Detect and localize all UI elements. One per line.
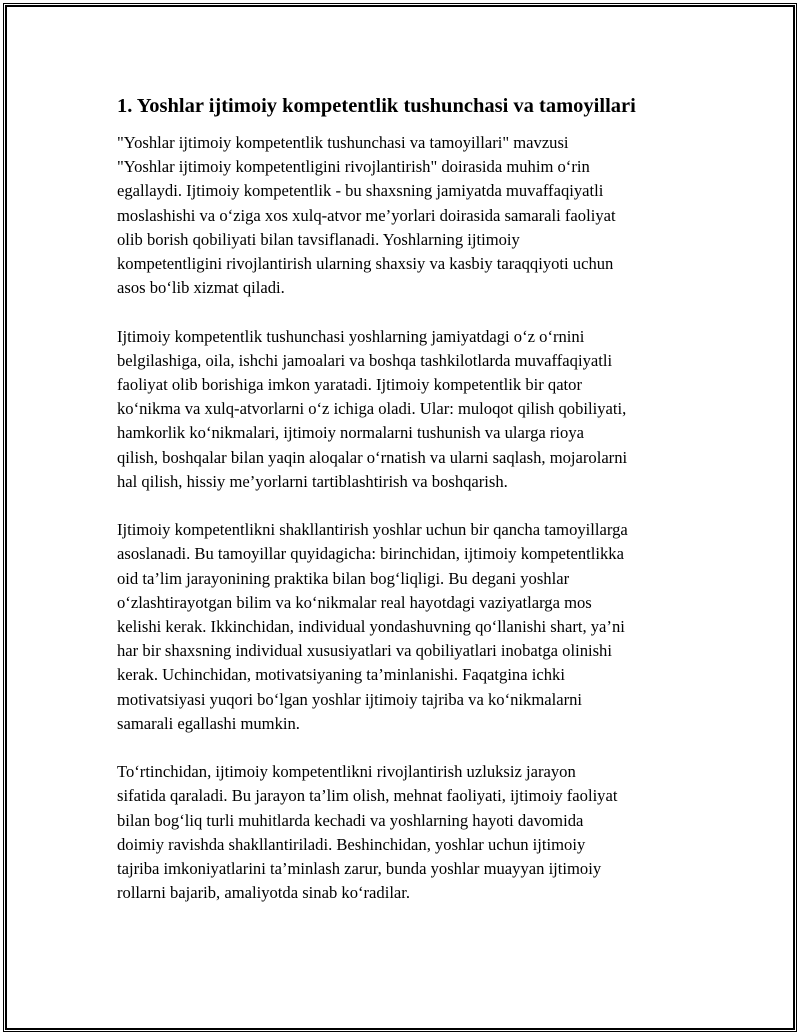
text-line: kompetentligini rivojlantirish ularning shaxsiy va kasbiy taraqqiyoti uchun	[117, 254, 614, 274]
paragraph-3	[117, 518, 689, 736]
text-line: olib borish qobiliyati bilan tavsiflanadi. Yoshlarning ijtimoiy	[117, 229, 520, 249]
text-line: belgilashiga, oila, ishchi jamoalari va boshqa tashkilotlarda muvaffaqiyatli	[117, 350, 613, 370]
text-line: hal qilish, hissiy me’yorlarni tartiblashtirish va boshqarish.	[117, 471, 508, 491]
paragraph-1	[117, 131, 689, 300]
text-line: egallaydi. Ijtimoiy kompetentlik - bu shaxsning jamiyatda muvaffaqiyatli	[117, 181, 604, 201]
document-body	[117, 92, 689, 930]
text-line: samarali egallashi mumkin.	[117, 713, 300, 733]
text-line: oid ta’lim jarayonining praktika bilan bog‘liqligi. Bu degani yoshlar	[117, 568, 570, 588]
text-line: qilish, boshqalar bilan yaqin aloqalar o‘rnatish va ularni saqlash, mojarolarni	[117, 447, 628, 467]
section-heading: 1. Yoshlar ijtimoiy kompetentlik tushunchasi va tamoyillari	[117, 95, 636, 117]
text-line: ko‘nikma va xulq-atvorlarni o‘z ichiga oladi. Ular: muloqot qilish qobiliyati,	[117, 399, 627, 419]
text-line: Ijtimoiy kompetentlik tushunchasi yoshlarning jamiyatdagi o‘z o‘rnini	[117, 326, 585, 346]
text-line: asoslanadi. Bu tamoyillar quyidagicha: birinchidan, ijtimoiy kompetentlikka	[117, 544, 624, 564]
text-line: "Yoshlar ijtimoiy kompetentlik tushunchasi va tamoyillari" mavzusi	[117, 133, 569, 152]
text-line: kerak. Uchinchidan, motivatsiyaning ta’minlanishi. Faqatgina ichki	[117, 665, 565, 685]
text-line: To‘rtinchidan, ijtimoiy kompetentlikni rivojlantirish uzluksiz jarayon	[117, 762, 576, 782]
text-line: Ijtimoiy kompetentlikni shakllantirish yoshlar uchun bir qancha tamoyillarga	[117, 520, 628, 540]
text-line: sifatida qaraladi. Bu jarayon ta’lim olish, mehnat faoliyati, ijtimoiy faoliyat	[117, 786, 618, 806]
text-line: rollarni bajarib, amaliyotda sinab ko‘radilar.	[117, 883, 411, 903]
text-line: tajriba imkoniyatlarini ta’minlash zarur, bunda yoshlar muayyan ijtimoiy	[117, 859, 602, 879]
text-line: moslashishi va o‘ziga xos xulq-atvor me’yorlari doirasida samarali faoliyat	[117, 205, 616, 225]
text-line: "Yoshlar ijtimoiy kompetentligini rivojlantirish" doirasida muhim o‘rin	[117, 157, 590, 177]
text-line: o‘zlashtirayotgan bilim va ko‘nikmalar real hayotdagi vaziyatlarga mos	[117, 592, 592, 612]
text-line: motivatsiyasi yuqori bo‘lgan yoshlar ijtimoiy tajriba va ko‘nikmalarni	[117, 689, 582, 709]
text-line: bilan bog‘liq turli muhitlarda kechadi va yoshlarning hayoti davomida	[117, 810, 584, 830]
text-line: asos bo‘lib xizmat qiladi.	[117, 278, 285, 298]
text-line: doimiy ravishda shakllantiriladi. Beshinchidan, yoshlar uchun ijtimoiy	[117, 834, 586, 854]
paragraph-2	[117, 325, 689, 494]
text-line: kelishi kerak. Ikkinchidan, individual yondashuvning qo‘llanishi shart, ya’ni	[117, 617, 625, 637]
paragraph-4	[117, 760, 689, 905]
text-line: hamkorlik ko‘nikmalari, ijtimoiy normalarni tushunish va ularga rioya	[117, 423, 584, 443]
text-line: har bir shaxsning individual xususiyatlari va qobiliyatlari inobatga olinishi	[117, 641, 612, 661]
text-line: faoliyat olib borishiga imkon yaratadi. Ijtimoiy kompetentlik bir qator	[117, 375, 582, 395]
